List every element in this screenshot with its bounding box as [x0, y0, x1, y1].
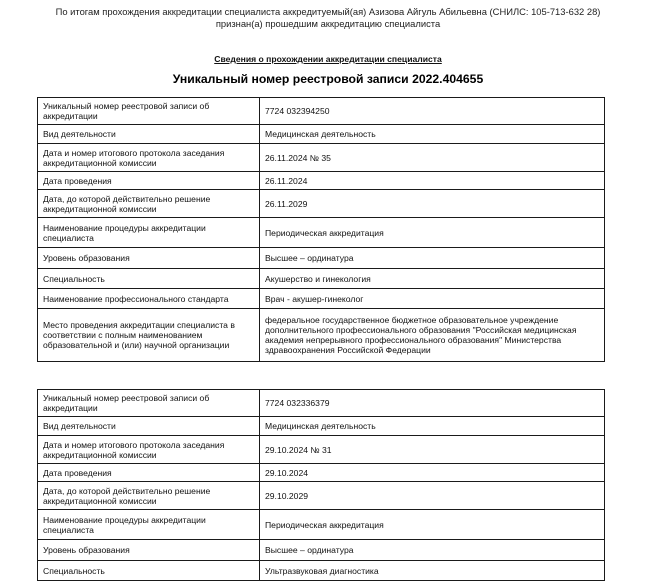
accreditation-record-table-1 [37, 97, 605, 362]
table-row [38, 144, 605, 172]
table-row [38, 510, 605, 540]
field-value: 29.10.2024 [260, 464, 605, 482]
field-label: Наименование процедуры аккредитации специалиста [38, 510, 260, 540]
table-row [38, 417, 605, 436]
field-label: Дата и номер итогового протокола заседания аккредитационной комиссии [38, 144, 260, 172]
field-value: Акушерство и гинекология [260, 269, 605, 289]
table-row [38, 125, 605, 144]
table-row [38, 269, 605, 289]
field-label: Уникальный номер реестровой записи об аккредитации [38, 98, 260, 125]
field-value: Периодическая аккредитация [260, 510, 605, 540]
table-row [38, 309, 605, 362]
field-label: Дата и номер итогового протокола заседания аккредитационной комиссии [38, 436, 260, 464]
field-value: Медицинская деятельность [260, 125, 605, 144]
table-row [38, 561, 605, 581]
field-value: 26.11.2029 [260, 190, 605, 218]
intro-line-1: По итогам прохождения аккредитации специалиста аккредитуемый(ая) Азизова Айгуль Абильевна (СНИЛС: 105-713-632 28) [55, 6, 601, 17]
field-value: 29.10.2029 [260, 482, 605, 510]
table-row [38, 190, 605, 218]
table-row [38, 218, 605, 248]
intro-line-2: признан(а) прошедшим аккредитацию специалиста [215, 18, 441, 29]
field-label: Уровень образования [38, 248, 260, 269]
field-label: Дата проведения [38, 172, 260, 190]
field-value: Врач - акушер-гинеколог [260, 289, 605, 309]
field-value: Медицинская деятельность [260, 417, 605, 436]
field-label: Наименование профессионального стандарта [38, 289, 260, 309]
field-label: Дата, до которой действительно решение аккредитационной комиссии [38, 190, 260, 218]
field-label: Специальность [38, 269, 260, 289]
field-label: Уровень образования [38, 540, 260, 561]
field-value: Высшее – ординатура [260, 248, 605, 269]
field-value: 26.11.2024 № 35 [260, 144, 605, 172]
table-row [38, 436, 605, 464]
field-label: Специальность [38, 561, 260, 581]
table-row [38, 172, 605, 190]
field-value: 29.10.2024 № 31 [260, 436, 605, 464]
field-value: Ультразвуковая диагностика [260, 561, 605, 581]
field-label: Уникальный номер реестровой записи об аккредитации [38, 390, 260, 417]
table-row [38, 464, 605, 482]
field-label: Наименование процедуры аккредитации специалиста [38, 218, 260, 248]
field-value: 26.11.2024 [260, 172, 605, 190]
section-title: Сведения о прохождении аккредитации специалиста [214, 54, 442, 64]
table-row [38, 289, 605, 309]
registry-heading: Уникальный номер реестровой записи 2022.404655 [172, 72, 484, 86]
field-value: федеральное государственное бюджетное образовательное учреждение дополнительного профессионального образования "Российская медицинская академия непрерывного профессионального образования" Министерства здравоохранения Российской Федерации [260, 309, 605, 362]
field-value: 7724 032336379 [260, 390, 605, 417]
field-value: 7724 032394250 [260, 98, 605, 125]
field-label: Место проведения аккредитации специалиста в соответствии с полным наименованием образовательной и (или) научной организации [38, 309, 260, 362]
field-label: Дата проведения [38, 464, 260, 482]
table-row [38, 482, 605, 510]
field-label: Дата, до которой действительно решение аккредитационной комиссии [38, 482, 260, 510]
accreditation-record-table-2 [37, 389, 605, 581]
field-label: Вид деятельности [38, 125, 260, 144]
table-row [38, 248, 605, 269]
field-value: Периодическая аккредитация [260, 218, 605, 248]
intro-text [0, 6, 656, 30]
table-row [38, 98, 605, 125]
table-row [38, 540, 605, 561]
field-label: Вид деятельности [38, 417, 260, 436]
field-value: Высшее – ординатура [260, 540, 605, 561]
table-row [38, 390, 605, 417]
